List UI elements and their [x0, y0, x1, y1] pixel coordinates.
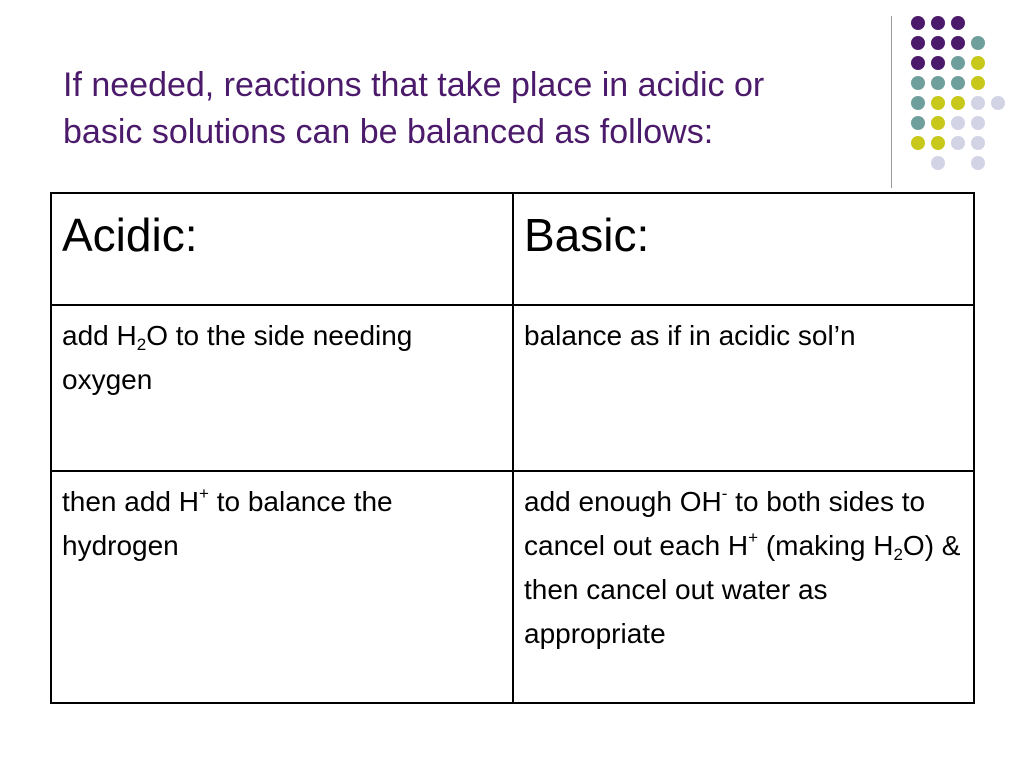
text-run: add H [62, 320, 137, 351]
text-run: to balance the hydrogen [62, 486, 393, 561]
dot-lavender [971, 136, 985, 150]
text-run: then add H [62, 486, 199, 517]
subscript: 2 [136, 335, 147, 354]
dot-teal [911, 116, 925, 130]
dot-lavender [971, 156, 985, 170]
slide-title-line-2: basic solutions can be balanced as follows: [63, 113, 714, 151]
balancing-rules-table [50, 192, 975, 704]
table-header-row [51, 193, 974, 305]
dot-yellow [971, 76, 985, 90]
dot-purple [931, 16, 945, 30]
dot-teal [911, 96, 925, 110]
dot-teal [911, 76, 925, 90]
text-run: (making H [758, 530, 894, 561]
header-acidic: Acidic: [51, 193, 513, 305]
dot-teal [951, 76, 965, 90]
text-run: O) & then cancel out water as appropriate [524, 530, 961, 649]
table-row [51, 305, 974, 471]
dot-teal [971, 36, 985, 50]
dot-purple [931, 36, 945, 50]
dot-yellow [931, 96, 945, 110]
superscript: + [199, 484, 209, 503]
dot-teal [931, 76, 945, 90]
text-run: balance as if in acidic sol’n [524, 320, 856, 351]
text-run: O to the side needing oxygen [62, 320, 413, 395]
dot-purple [911, 56, 925, 70]
dot-lavender [951, 136, 965, 150]
cell-basic-step-1 [513, 305, 974, 471]
dot-lavender [971, 116, 985, 130]
dot-teal [951, 56, 965, 70]
decorative-vertical-divider [891, 16, 892, 188]
dot-lavender [971, 96, 985, 110]
text-run: add enough OH [524, 486, 722, 517]
superscript: + [748, 528, 759, 547]
table-row [51, 471, 974, 703]
cell-acidic-step-1 [51, 305, 513, 471]
dot-yellow [931, 116, 945, 130]
subscript: 2 [893, 545, 903, 564]
dot-yellow [951, 96, 965, 110]
text-run: to both sides to cancel out each H [524, 486, 926, 561]
slide-title [63, 62, 893, 156]
dot-lavender [931, 156, 945, 170]
dot-purple [911, 16, 925, 30]
cell-acidic-step-2 [51, 471, 513, 703]
dot-lavender [951, 116, 965, 130]
dot-purple [951, 16, 965, 30]
dot-purple [911, 36, 925, 50]
cell-basic-step-2 [513, 471, 974, 703]
dot-yellow [931, 136, 945, 150]
header-basic: Basic: [513, 193, 974, 305]
dot-lavender [991, 96, 1005, 110]
dot-purple [931, 56, 945, 70]
dot-yellow [911, 136, 925, 150]
dot-yellow [971, 56, 985, 70]
dot-purple [951, 36, 965, 50]
slide-title-line-1: If needed, reactions that take place in acidic or [63, 66, 765, 104]
superscript: - [721, 484, 728, 503]
